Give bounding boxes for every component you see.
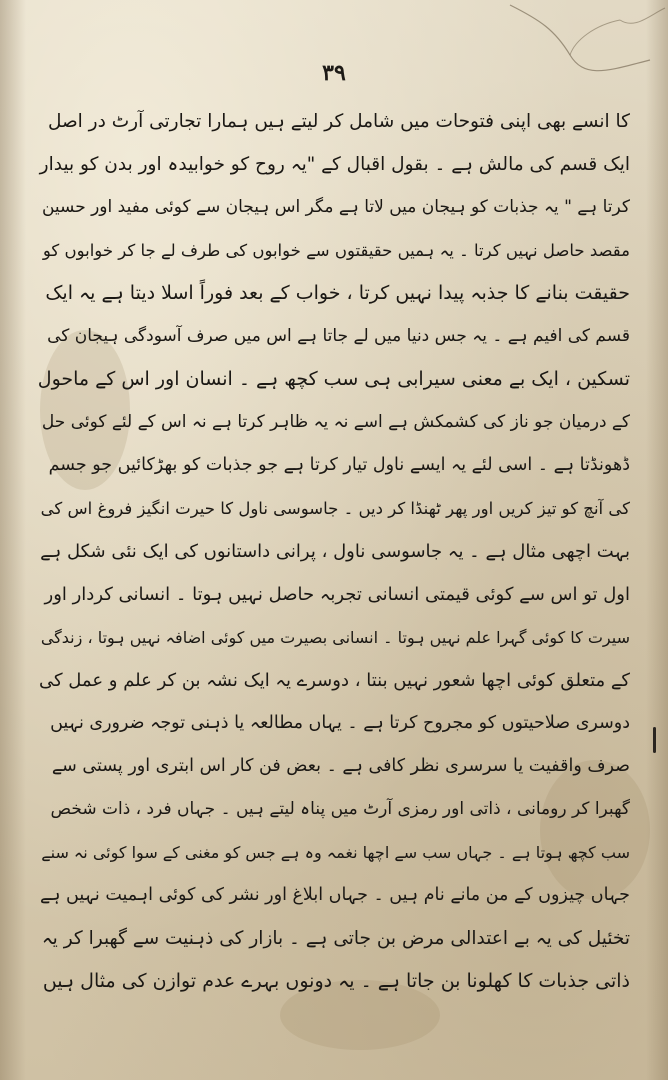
margin-pencil-mark	[653, 727, 656, 753]
text-line: کی آنچ کو تیز کریں اور پھر ٹھنڈا کر دیں ۔ جاسوسی ناول کا حیرت انگیز فروغ اس کی	[40, 499, 630, 518]
text-line: کا انسے بھی اپنی فتوحات میں شامل کر لیتے ہیں ہمارا تجارتی آرٹ در اصل	[47, 111, 630, 132]
text-line: حقیقت بنانے کا جذبہ پیدا نہیں کرتا ، خواب کے بعد فوراً اسلا دیتا ہے یہ ایک	[45, 282, 630, 304]
text-line: بہت اچھی مثال ہے ۔ یہ جاسوسی ناول ، پرانی داستانوں کی ایک نئی شکل ہے	[40, 541, 630, 562]
text-line: دوسری صلاحیتوں کو مجروح کرتا ہے ۔ یہاں مطالعہ یا ذہنی توجہ ضروری نہیں	[50, 713, 630, 733]
text-line: ایک قسم کی مالش ہے ۔ بقول اقبال کے "یہ روح کو خوابیدہ اور بدن کو بیدار	[39, 154, 630, 175]
text-line: گھبرا کر رومانی ، ذاتی اور رمزی آرٹ میں پناہ لیتے ہیں ۔ جہاں فرد ، ذات شخص	[50, 799, 630, 819]
body-text	[38, 100, 630, 1003]
text-line: کرتا ہے " یہ جذبات کو ہیجان میں لاتا ہے مگر اس ہیجان سے کوئی مفید اور حسین	[41, 197, 630, 217]
text-line: صرف واقفیت یا سرسری نظر کافی ہے ۔ بعض فن کار اس ابتری اور پستی سے	[51, 756, 630, 776]
text-line: اول تو اس سے کوئی قیمتی انسانی تجربہ حاصل نہیں ہوتا ۔ انسانی کردار اور	[44, 584, 630, 605]
text-line: تسکین ، ایک بے معنی سیرابی ہی سب کچھ ہے ۔ انسان اور اس کے ماحول	[37, 368, 630, 390]
text-line: تخئیل کی یہ بے اعتدالی مرض بن جاتی ہے ۔ بازار کی ذہنیت سے گھبرا کر یہ	[41, 928, 630, 949]
text-line: جہاں چیزوں کے من مانے نام ہیں ۔ جہاں ابلاغ اور نشر کی کوئی اہمیت نہیں ہے	[39, 885, 630, 905]
text-line: سیرت کا کوئی گہرا علم نہیں ہوتا ۔ انسانی بصیرت میں کوئی اضافہ نہیں ہوتا ، زندگی	[40, 628, 630, 647]
text-line: ڈھونڈتا ہے ۔ اسی لئے یہ ایسے ناول تیار کرتا ہے جو جذبات کو بھڑکائیں جو جسم	[48, 455, 630, 475]
page-edge-shadow-right	[646, 0, 668, 1080]
page-number: ۳۹	[322, 60, 346, 86]
text-line: ذاتی جذبات کا کھلونا بن جاتا ہے ۔ یہ دونوں بہرے عدم توازن کی مثال ہیں	[42, 970, 630, 992]
text-line: مقصد حاصل نہیں کرتا ۔ یہ ہمیں حقیقتوں سے خوابوں کی طرف لے جا کر خوابوں کو	[42, 241, 630, 260]
text-line: قسم کی افیم ہے ۔ یہ جس دنیا میں لے جاتا ہے اس میں صرف آسودگی ہیجان کی	[47, 326, 630, 346]
text-line: کے درمیان جو ناز کی کشمکش ہے اسے نہ یہ ظاہر کرتا ہے نہ اس کے لئے کوئی حل	[41, 412, 630, 432]
text-line: سب کچھ ہوتا ہے ۔ جہاں سب سے اچھا نغمہ وہ ہے جس کو مغنی کے سوا کوئی نہ سنے	[41, 843, 630, 862]
page-edge-shadow-left	[0, 0, 26, 1080]
text-line: کے متعلق کوئی اچھا شعور نہیں بنتا ، دوسرے یہ ایک نشہ بن کر علم و عمل کی	[38, 670, 630, 691]
